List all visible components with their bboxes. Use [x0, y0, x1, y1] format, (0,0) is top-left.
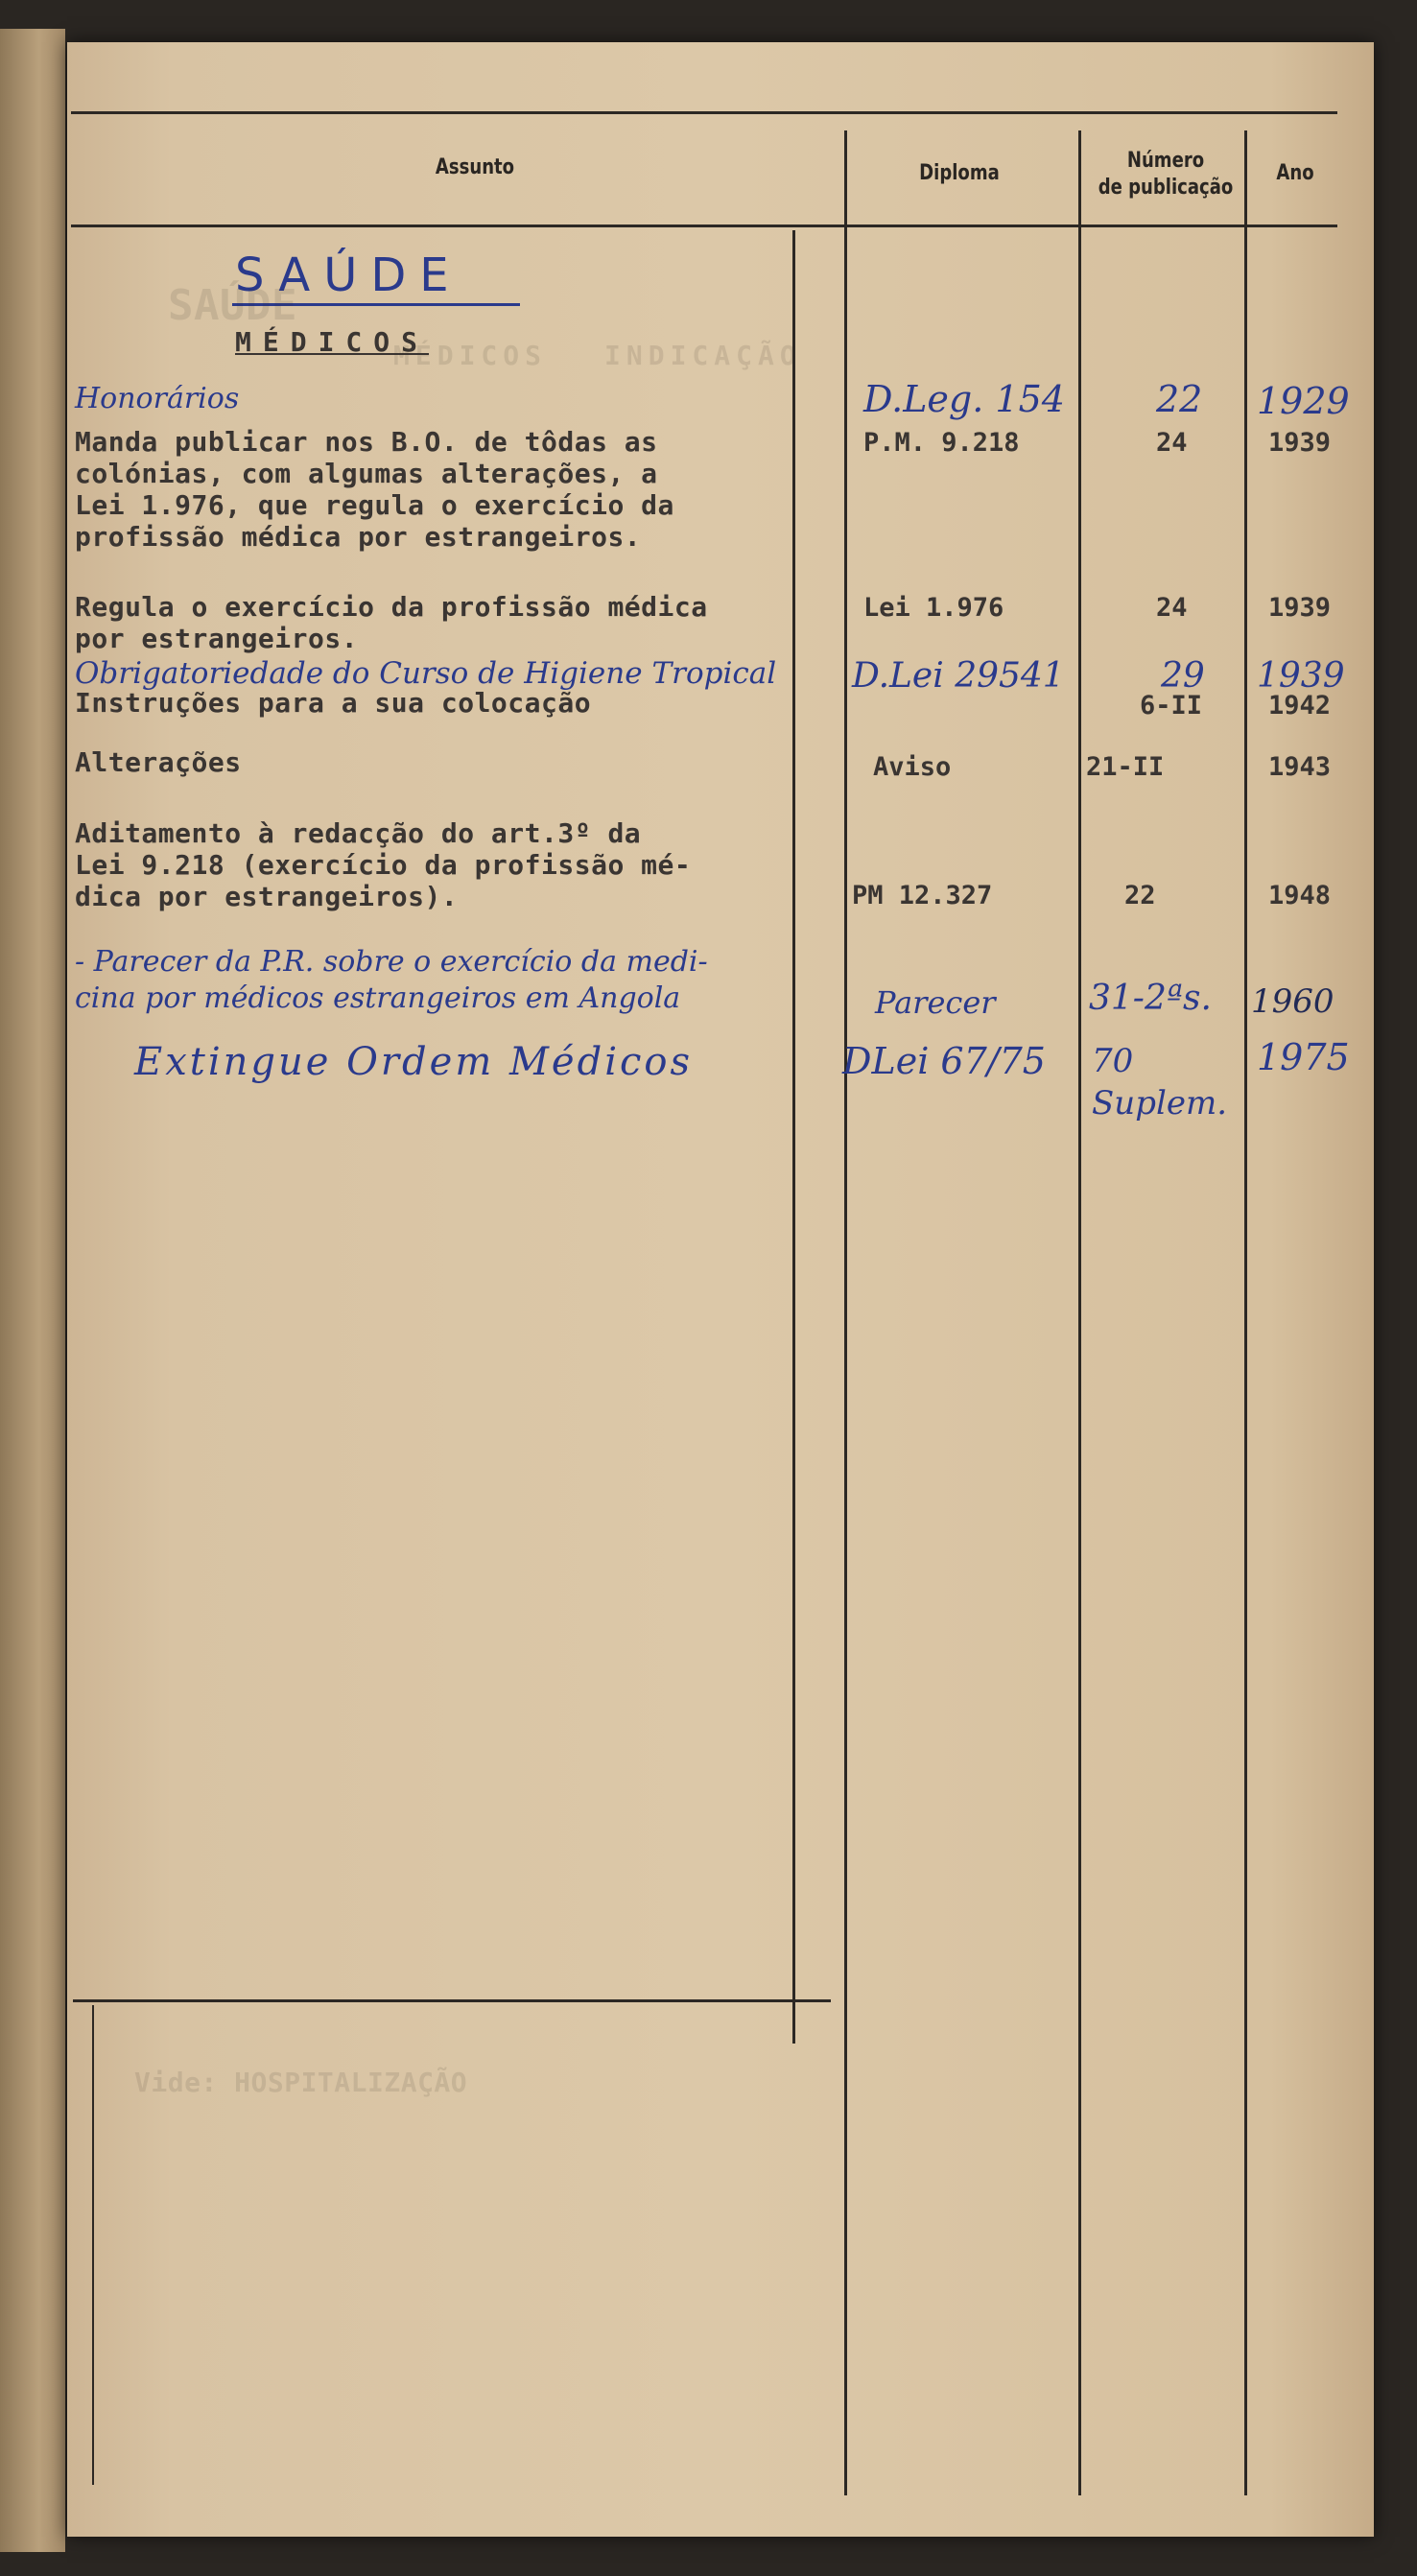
row9-diploma: DLei 67/75	[842, 1040, 1046, 1082]
row4-diploma: D.Lei 29541	[852, 656, 1065, 696]
row8-ano: 1960	[1251, 982, 1334, 1021]
ghost-text-3: INDICAÇÃO	[604, 340, 802, 371]
row2-numero: 24	[1156, 428, 1188, 458]
col-divider-diploma	[1078, 130, 1081, 2495]
row9-numero: 70 Suplem.	[1092, 1042, 1227, 1123]
row8-diploma: Parecer	[875, 984, 996, 1021]
header-numero: Número de publicação	[1098, 149, 1234, 200]
row7-ano: 1948	[1268, 881, 1332, 910]
row7-numero: 22	[1124, 881, 1156, 910]
ghost-text-2: MÉDICOS	[393, 340, 548, 371]
row6-ano: 1943	[1268, 752, 1332, 782]
row3-assunto: Regula o exercício da profissão médica por estrangeiros.	[75, 591, 708, 654]
row5-numero: 6-II	[1140, 691, 1203, 721]
row3-numero: 24	[1156, 593, 1188, 623]
row1-assunto: Honorários	[75, 382, 240, 415]
row6-diploma: Aviso	[873, 752, 952, 782]
row7-assunto: Aditamento à redacção do art.3º da Lei 9.218 (exercício da profissão mé- dica por estrangeiros).	[75, 817, 692, 912]
row5-assunto: Instruções para a sua colocação	[75, 687, 592, 719]
row2-assunto: Manda publicar nos B.O. de tôdas as colónias, com algumas alterações, a Lei 1.976, que regula o exercício da profissão médica por estrangeiros.	[75, 426, 674, 553]
bottom-section-rule	[73, 1999, 831, 2002]
left-margin-rule	[92, 2005, 94, 2485]
col-divider-assunto	[844, 130, 847, 2495]
row1-ano: 1929	[1257, 380, 1350, 422]
row5-ano: 1942	[1268, 691, 1332, 721]
row6-assunto: Alterações	[75, 746, 242, 778]
title-saude: SAÚDE	[235, 248, 462, 302]
row2-ano: 1939	[1268, 428, 1332, 458]
top-rule	[71, 111, 1337, 114]
header-assunto: Assunto	[435, 155, 515, 179]
row4-numero: 29	[1161, 656, 1205, 696]
row3-diploma: Lei 1.976	[863, 593, 1004, 623]
row1-diploma: D.Leg. 154	[863, 378, 1065, 420]
header-diploma: Diploma	[919, 161, 1000, 185]
row1-numero: 22	[1156, 378, 1203, 420]
previous-page-edge	[0, 29, 65, 2552]
col-divider-numero	[1244, 130, 1247, 2495]
row8-numero: 31-2ªs.	[1089, 979, 1212, 1018]
header-ano: Ano	[1276, 161, 1314, 185]
row7-diploma: PM 12.327	[852, 881, 993, 910]
ghost-text-1: SAÚDE	[168, 281, 297, 330]
row2-diploma: P.M. 9.218	[863, 428, 1020, 458]
row6-numero: 21-II	[1086, 752, 1165, 782]
header-bottom-rule	[71, 225, 1337, 227]
row9-ano: 1975	[1257, 1036, 1350, 1078]
row3-ano: 1939	[1268, 593, 1332, 623]
row8-assunto: - Parecer da P.R. sobre o exercício da medi- cina por médicos estrangeiros em Angola	[75, 945, 708, 1015]
row4-ano: 1939	[1257, 656, 1345, 696]
col-divider-inner	[792, 230, 795, 2044]
ghost-text-4: Vide: HOSPITALIZAÇÃO	[134, 2067, 468, 2098]
row4-assunto: Obrigatoriedade do Curso de Higiene Tropical	[75, 656, 777, 691]
row9-assunto: Extingue Ordem Médicos	[134, 1040, 694, 1084]
record-card	[67, 42, 1374, 2537]
subtitle-medicos: MÉDICOS	[235, 326, 430, 358]
